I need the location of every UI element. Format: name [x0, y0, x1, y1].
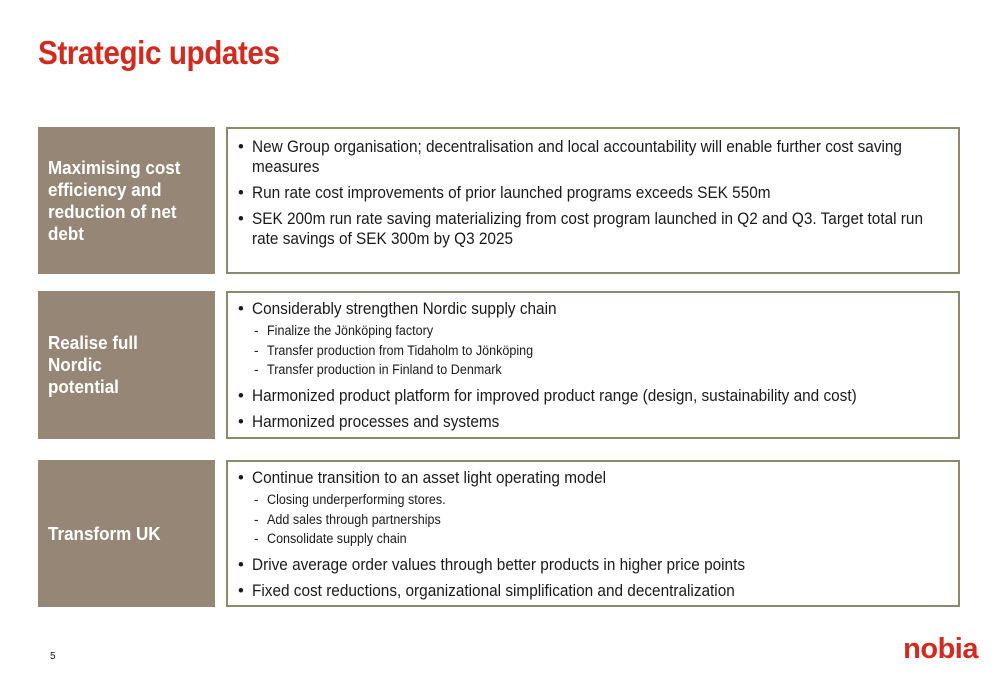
dash-marker: - — [254, 492, 259, 507]
bullet-item — [236, 468, 946, 549]
sub-text: Closing underperforming stores. — [267, 492, 446, 507]
section-nordic — [38, 291, 962, 439]
section-cost-efficiency — [38, 127, 962, 274]
bullet-item — [236, 209, 946, 249]
section-label — [38, 127, 215, 274]
bullet-text: Drive average order values through better products in higher price points — [252, 555, 746, 574]
section-content — [226, 291, 960, 439]
page-number: 5 — [50, 651, 56, 662]
sub-item — [252, 510, 946, 530]
section-content — [226, 127, 960, 274]
section-label — [38, 291, 215, 439]
bullet-text: Harmonized product platform for improved product range (design, sustainability and cost) — [252, 386, 857, 405]
bullet-item — [236, 137, 946, 177]
dash-marker: - — [254, 511, 259, 527]
bullet-text: Run rate cost improvements of prior launched programs exceeds SEK 550m — [252, 184, 771, 202]
bullet-text: Harmonized processes and systems — [252, 412, 500, 431]
bullet-text: Fixed cost reductions, organizational simplification and decentralization — [252, 581, 735, 600]
bullet-text: SEK 200m run rate saving materializing from cost program launched in Q2 and Q3. Target total run rate savings of SEK 300m by Q3 2025 — [252, 210, 923, 248]
sub-text: Consolidate supply chain — [267, 531, 407, 546]
sub-text: Transfer production from Tidaholm to Jönköping — [267, 342, 534, 358]
bullet-text: Continue transition to an asset light operating model — [252, 469, 607, 487]
bullet-text: Considerably strengthen Nordic supply chain — [252, 300, 557, 318]
nobia-logo: nobia — [903, 633, 978, 665]
bullet-marker: • — [238, 138, 244, 156]
bullet-marker: • — [238, 300, 244, 318]
bullet-marker: • — [238, 469, 244, 487]
dash-marker: - — [254, 531, 259, 546]
sub-text: Transfer production in Finland to Denmark — [267, 362, 502, 377]
dash-marker: - — [254, 362, 259, 377]
section-content — [226, 460, 960, 607]
bullet-marker: • — [238, 581, 244, 600]
dash-marker: - — [254, 342, 259, 358]
bullet-marker: • — [238, 386, 244, 405]
sub-item — [252, 360, 946, 380]
bullet-item — [236, 581, 946, 601]
bullet-item — [236, 555, 946, 575]
sub-item — [252, 341, 946, 361]
section-label — [38, 460, 215, 607]
sub-item — [252, 321, 946, 341]
section-label-text: Transform UK — [48, 522, 161, 544]
bullet-item — [236, 412, 946, 432]
bullet-item — [236, 183, 946, 203]
section-uk — [38, 460, 962, 607]
bullet-item — [236, 386, 946, 406]
section-label-text: Realise full Nordic potential — [48, 332, 138, 397]
bullet-marker: • — [238, 184, 244, 202]
bullet-marker: • — [238, 210, 244, 228]
bullet-text: New Group organisation; decentralisation and local accountability will enable further cost saving measures — [252, 138, 902, 176]
bullet-item — [236, 299, 946, 380]
sub-text: Finalize the Jönköping factory — [267, 323, 434, 338]
dash-marker: - — [254, 323, 259, 338]
bullet-marker: • — [238, 555, 244, 574]
sub-text: Add sales through partnerships — [267, 511, 441, 527]
sub-item — [252, 529, 946, 549]
bullet-marker: • — [238, 412, 244, 431]
sub-item — [252, 490, 946, 510]
section-label-text: Maximising cost efficiency and reduction of net debt — [48, 156, 181, 244]
page-title: Strategic updates — [38, 34, 280, 71]
